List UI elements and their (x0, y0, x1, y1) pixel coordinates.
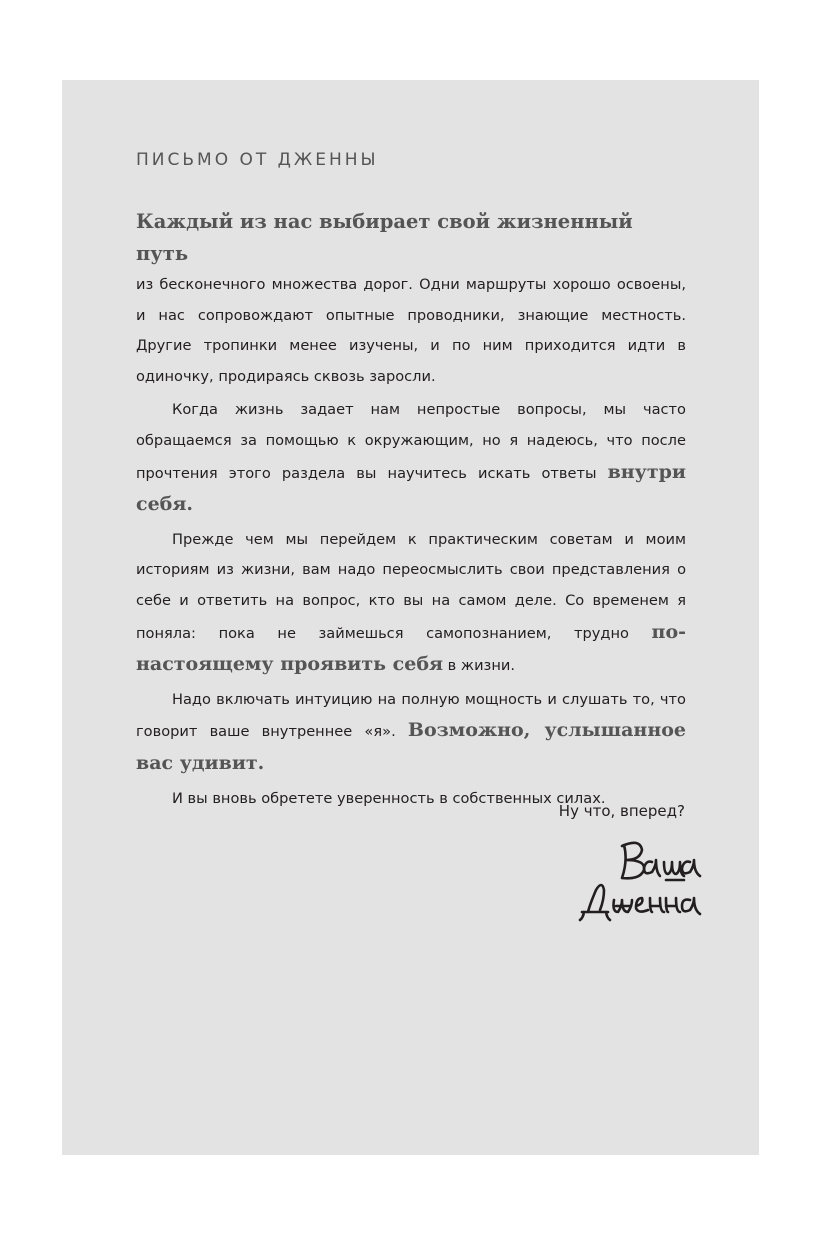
letter-heading: ПИСЬМО ОТ ДЖЕННЫ (136, 150, 379, 170)
paragraph-2-text: Когда жизнь задает нам непростые вопросы, мы часто обращаемся за помощью к окружающим, но я надеюсь, что после прочтения этого раздела вы научитесь искать ответы (136, 401, 686, 482)
paragraph-2 (136, 395, 686, 521)
paragraph-4-text: Надо включать интуицию на полную мощность и слушать то, что говорит ваше внутреннее «я». (136, 690, 686, 741)
paragraph-1 (136, 206, 686, 392)
paragraph-3-text: Прежде чем мы перейдем к практическим советам и моим историям из жизни, вам надо переосмыслить свои представления о себе и ответить на вопрос, кто вы на самом деле. Со временем я поняла: пока не займешься самопознанием, трудно (136, 530, 686, 642)
paragraph-3-highlight: по-настоящему проявить себя (136, 620, 686, 676)
paragraph-3 (136, 525, 686, 682)
paragraph-4-highlight: Возможно, услышанное вас удивит. (136, 719, 686, 774)
letter-body (136, 206, 686, 814)
paragraph-1-text: из бесконечного множества дорог. Одни маршруты хорошо освоены, и нас сопровождают опытные проводники, знающие местность. Другие тропинки менее изучены, и по ним приходится идти в одиночку, продираясь сквозь заросли. (136, 276, 686, 385)
paragraph-5-text: И вы вновь обретете уверенность в собственных силах. (172, 789, 606, 807)
paragraph-2-highlight: внутри себя. (136, 460, 686, 516)
paragraph-4 (136, 685, 686, 781)
lead-sentence: Каждый из нас выбирает свой жизненный путь (136, 210, 633, 265)
closing-line: Ну что, вперед? (558, 802, 685, 820)
paragraph-3-after: в жизни. (443, 657, 515, 675)
